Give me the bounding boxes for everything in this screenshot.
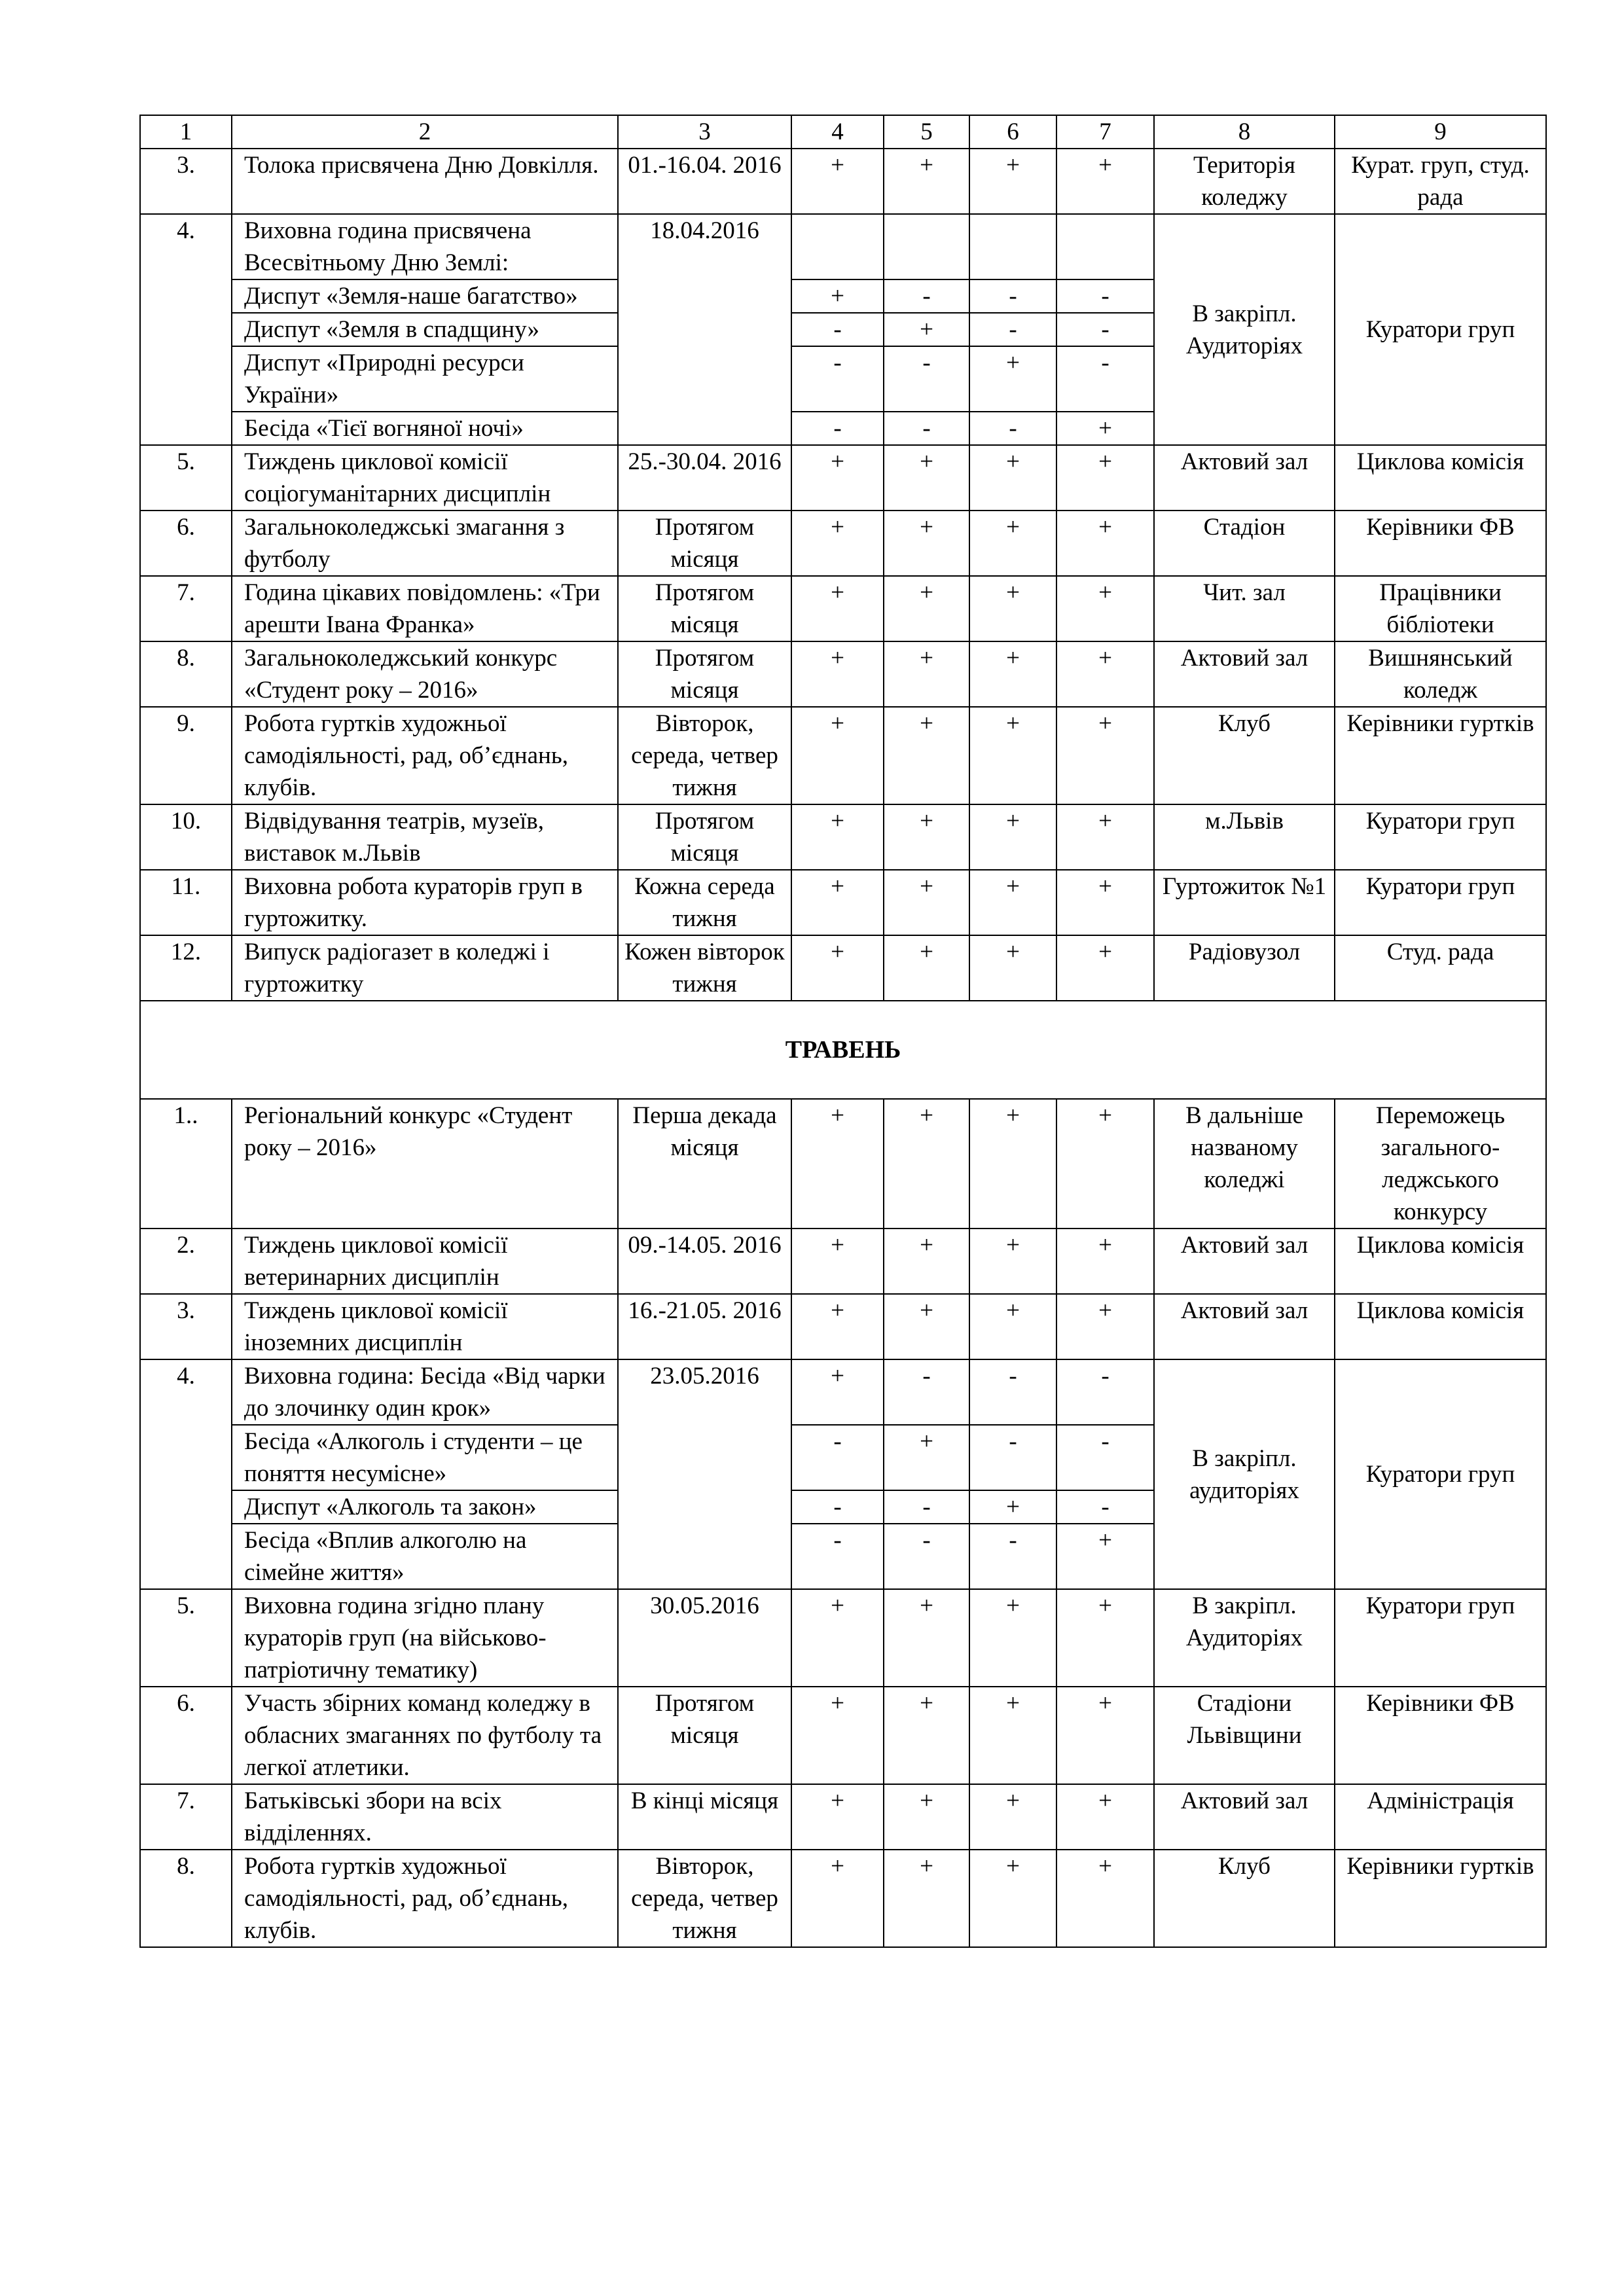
mark-cell: + (791, 1850, 884, 1947)
mark-cell: + (969, 1850, 1056, 1947)
event-name: Участь збірних команд коледжу в обласних змаганнях по футболу та легкої атлетики. (232, 1687, 618, 1784)
column-header: 9 (1335, 115, 1546, 149)
event-date: 01.-16.04. 2016 (618, 149, 791, 214)
event-place: Стадіони Львівщини (1154, 1687, 1335, 1784)
event-responsible: Керівники ФВ (1335, 511, 1546, 576)
event-name: Робота гуртків художньої самодіяльності, рад, об’єднань, клубів. (232, 707, 618, 804)
mark-cell: - (791, 1425, 884, 1490)
row-number: 7. (140, 1784, 232, 1850)
mark-cell (969, 214, 1056, 279)
event-responsible: Куратори груп (1335, 804, 1546, 870)
event-place: Гуртожиток №1 (1154, 870, 1335, 935)
mark-cell: + (884, 935, 969, 1001)
table-row (140, 935, 1546, 1001)
mark-cell: + (969, 935, 1056, 1001)
event-place: Актовий зал (1154, 641, 1335, 707)
event-responsible: Керівники гуртків (1335, 707, 1546, 804)
table-row (140, 804, 1546, 870)
event-name: Бесіда «Вплив алкоголю на сімейне життя» (232, 1524, 618, 1589)
mark-cell: + (1056, 870, 1154, 935)
event-name: Відвідування театрів, музеїв, виставок м.Львів (232, 804, 618, 870)
event-place: В закріпл. Аудиторіях (1154, 1589, 1335, 1687)
mark-cell: - (969, 279, 1056, 313)
row-number: 2. (140, 1229, 232, 1294)
mark-cell: + (791, 1784, 884, 1850)
mark-cell: + (791, 576, 884, 641)
table-row (140, 1784, 1546, 1850)
mark-cell: - (884, 279, 969, 313)
mark-cell: + (791, 870, 884, 935)
row-number: 4. (140, 214, 232, 445)
table-row (140, 1294, 1546, 1359)
row-number: 6. (140, 511, 232, 576)
event-name: Виховна година згідно плану кураторів груп (на військово-патріотичну тематику) (232, 1589, 618, 1687)
column-header: 8 (1154, 115, 1335, 149)
mark-cell: - (1056, 1359, 1154, 1425)
mark-cell: + (884, 1850, 969, 1947)
event-responsible: Переможець загального-леджського конкурсу (1335, 1099, 1546, 1229)
event-date: 18.04.2016 (618, 214, 791, 445)
mark-cell: + (791, 1687, 884, 1784)
event-name: Диспут «Земля в спадщину» (232, 313, 618, 346)
row-number: 5. (140, 1589, 232, 1687)
mark-cell: + (1056, 707, 1154, 804)
mark-cell: - (884, 412, 969, 445)
table-row (140, 576, 1546, 641)
mark-cell: + (791, 1099, 884, 1229)
mark-cell: + (969, 1589, 1056, 1687)
event-place: Радіовузол (1154, 935, 1335, 1001)
row-number: 9. (140, 707, 232, 804)
event-name: Батьківські збори на всіх відділеннях. (232, 1784, 618, 1850)
event-date: 30.05.2016 (618, 1589, 791, 1687)
row-number: 12. (140, 935, 232, 1001)
mark-cell (884, 214, 969, 279)
table-header-row (140, 115, 1546, 149)
mark-cell: + (791, 804, 884, 870)
event-responsible: Циклова комісія (1335, 1229, 1546, 1294)
mark-cell: + (791, 1229, 884, 1294)
row-number: 7. (140, 576, 232, 641)
event-responsible: Куратори груп (1335, 1359, 1546, 1589)
mark-cell: + (884, 1229, 969, 1294)
table-row (140, 1099, 1546, 1229)
mark-cell: + (1056, 1229, 1154, 1294)
column-header: 5 (884, 115, 969, 149)
event-date: Перша декада місяця (618, 1099, 791, 1229)
mark-cell: + (1056, 511, 1154, 576)
mark-cell: - (969, 1425, 1056, 1490)
mark-cell: + (969, 511, 1056, 576)
mark-cell: + (1056, 1524, 1154, 1589)
row-number: 5. (140, 445, 232, 511)
event-date: Протягом місяця (618, 511, 791, 576)
table-row (140, 1850, 1546, 1947)
mark-cell: + (884, 1294, 969, 1359)
event-place: В закріпл. Аудиторіях (1154, 214, 1335, 445)
event-place: Чит. зал (1154, 576, 1335, 641)
mark-cell: - (791, 1524, 884, 1589)
mark-cell (1056, 214, 1154, 279)
mark-cell: + (969, 1490, 1056, 1524)
event-responsible: Студ. рада (1335, 935, 1546, 1001)
mark-cell: - (1056, 1490, 1154, 1524)
event-date: Вівторок, середа, четвер тижня (618, 707, 791, 804)
mark-cell: + (969, 1229, 1056, 1294)
event-date: Вівторок, середа, четвер тижня (618, 1850, 791, 1947)
event-name: Виховна година присвячена Всесвітньому Дню Землі: (232, 214, 618, 279)
mark-cell: + (884, 445, 969, 511)
column-header: 3 (618, 115, 791, 149)
event-date: Кожна середа тижня (618, 870, 791, 935)
event-place: Стадіон (1154, 511, 1335, 576)
event-name: Диспут «Алкоголь та закон» (232, 1490, 618, 1524)
row-number: 11. (140, 870, 232, 935)
table-row (140, 445, 1546, 511)
table-row (140, 1229, 1546, 1294)
event-place: Територія коледжу (1154, 149, 1335, 214)
mark-cell: + (1056, 1784, 1154, 1850)
mark-cell: + (969, 641, 1056, 707)
event-date: 09.-14.05. 2016 (618, 1229, 791, 1294)
event-responsible: Керівники ФВ (1335, 1687, 1546, 1784)
table-row (140, 1687, 1546, 1784)
mark-cell: + (1056, 149, 1154, 214)
month-heading-row (140, 1001, 1546, 1099)
mark-cell: + (884, 804, 969, 870)
event-date: Протягом місяця (618, 641, 791, 707)
event-place: Актовий зал (1154, 1229, 1335, 1294)
event-responsible: Адміністрація (1335, 1784, 1546, 1850)
mark-cell: - (1056, 1425, 1154, 1490)
plan-table (139, 115, 1547, 1948)
row-number: 8. (140, 1850, 232, 1947)
mark-cell: - (969, 412, 1056, 445)
mark-cell: + (884, 641, 969, 707)
event-date: Кожен вівторок тижня (618, 935, 791, 1001)
event-responsible: Куратори груп (1335, 1589, 1546, 1687)
column-header: 4 (791, 115, 884, 149)
event-name: Бесіда «Тієї вогняної ночі» (232, 412, 618, 445)
mark-cell: - (791, 412, 884, 445)
mark-cell: - (884, 346, 969, 412)
event-name: Диспут «Природні ресурси України» (232, 346, 618, 412)
mark-cell: + (969, 804, 1056, 870)
event-date: 25.-30.04. 2016 (618, 445, 791, 511)
mark-cell: - (969, 313, 1056, 346)
event-name: Випуск радіогазет в коледжі і гуртожитку (232, 935, 618, 1001)
mark-cell: + (969, 1687, 1056, 1784)
row-number: 6. (140, 1687, 232, 1784)
table-row (140, 707, 1546, 804)
mark-cell: + (969, 149, 1056, 214)
event-name: Загальноколеджські змагання з футболу (232, 511, 618, 576)
row-number: 3. (140, 1294, 232, 1359)
mark-cell: + (791, 445, 884, 511)
mark-cell: + (969, 576, 1056, 641)
table-row (140, 641, 1546, 707)
mark-cell: - (1056, 313, 1154, 346)
mark-cell: + (884, 313, 969, 346)
mark-cell: + (1056, 576, 1154, 641)
row-number: 10. (140, 804, 232, 870)
mark-cell (791, 214, 884, 279)
column-header: 6 (969, 115, 1056, 149)
event-name: Година цікавих повідомлень: «Три арешти Івана Франка» (232, 576, 618, 641)
mark-cell: + (791, 935, 884, 1001)
event-date: В кінці місяця (618, 1784, 791, 1850)
row-number: 1.. (140, 1099, 232, 1229)
event-name: Толока присвячена Дню Довкілля. (232, 149, 618, 214)
mark-cell: + (884, 576, 969, 641)
event-date: Протягом місяця (618, 1687, 791, 1784)
mark-cell: + (884, 1784, 969, 1850)
event-name: Виховна робота кураторів груп в гуртожитку. (232, 870, 618, 935)
mark-cell: - (791, 346, 884, 412)
mark-cell: + (791, 1294, 884, 1359)
event-name: Тиждень циклової комісії соціогуманітарних дисциплін (232, 445, 618, 511)
event-place: Клуб (1154, 1850, 1335, 1947)
row-number: 8. (140, 641, 232, 707)
mark-cell: + (969, 1294, 1056, 1359)
row-number: 4. (140, 1359, 232, 1589)
event-name: Тиждень циклової комісії іноземних дисциплін (232, 1294, 618, 1359)
mark-cell: + (1056, 1850, 1154, 1947)
mark-cell: + (969, 707, 1056, 804)
event-name: Загальноколеджський конкурс «Студент року – 2016» (232, 641, 618, 707)
event-place: Актовий зал (1154, 445, 1335, 511)
event-date: 23.05.2016 (618, 1359, 791, 1589)
event-place: Актовий зал (1154, 1294, 1335, 1359)
month-title: ТРАВЕНЬ (140, 1001, 1546, 1099)
column-header: 1 (140, 115, 232, 149)
mark-cell: + (884, 1099, 969, 1229)
column-header: 2 (232, 115, 618, 149)
event-date: Протягом місяця (618, 804, 791, 870)
mark-cell: + (884, 1589, 969, 1687)
event-responsible: Вишнянський коледж (1335, 641, 1546, 707)
row-number: 3. (140, 149, 232, 214)
column-header: 7 (1056, 115, 1154, 149)
mark-cell: + (1056, 935, 1154, 1001)
mark-cell: + (1056, 641, 1154, 707)
mark-cell: + (884, 511, 969, 576)
event-responsible: Куратори груп (1335, 870, 1546, 935)
mark-cell: + (791, 149, 884, 214)
event-name: Робота гуртків художньої самодіяльності, рад, об’єднань, клубів. (232, 1850, 618, 1947)
mark-cell: - (884, 1359, 969, 1425)
mark-cell: + (884, 707, 969, 804)
mark-cell: + (969, 1099, 1056, 1229)
table-row (140, 1359, 1546, 1425)
event-place: Актовий зал (1154, 1784, 1335, 1850)
table-row (140, 149, 1546, 214)
mark-cell: + (791, 641, 884, 707)
mark-cell: + (969, 445, 1056, 511)
event-name: Виховна година: Бесіда «Від чарки до злочинку один крок» (232, 1359, 618, 1425)
event-responsible: Керівники гуртків (1335, 1850, 1546, 1947)
event-place: В закріпл. аудиторіях (1154, 1359, 1335, 1589)
mark-cell: - (969, 1359, 1056, 1425)
mark-cell: + (791, 1359, 884, 1425)
mark-cell: + (1056, 1294, 1154, 1359)
mark-cell: + (1056, 1687, 1154, 1784)
table-row (140, 214, 1546, 279)
event-responsible: Працівники бібліотеки (1335, 576, 1546, 641)
event-place: м.Львів (1154, 804, 1335, 870)
event-responsible: Курат. груп, студ. рада (1335, 149, 1546, 214)
table-row (140, 1589, 1546, 1687)
mark-cell: + (884, 149, 969, 214)
mark-cell: + (884, 1687, 969, 1784)
event-name: Бесіда «Алкоголь і студенти – це поняття несумісне» (232, 1425, 618, 1490)
event-place: Клуб (1154, 707, 1335, 804)
event-responsible: Куратори груп (1335, 214, 1546, 445)
event-name: Тиждень циклової комісії ветеринарних дисциплін (232, 1229, 618, 1294)
mark-cell: + (884, 1425, 969, 1490)
mark-cell: + (969, 870, 1056, 935)
mark-cell: + (969, 346, 1056, 412)
mark-cell: + (791, 279, 884, 313)
event-date: 16.-21.05. 2016 (618, 1294, 791, 1359)
mark-cell: + (1056, 804, 1154, 870)
mark-cell: - (1056, 279, 1154, 313)
mark-cell: + (1056, 1589, 1154, 1687)
event-responsible: Циклова комісія (1335, 1294, 1546, 1359)
event-date: Протягом місяця (618, 576, 791, 641)
event-name: Регіональний конкурс «Студент року – 2016» (232, 1099, 618, 1229)
mark-cell: + (1056, 1099, 1154, 1229)
mark-cell: + (884, 870, 969, 935)
mark-cell: + (1056, 412, 1154, 445)
event-responsible: Циклова комісія (1335, 445, 1546, 511)
mark-cell: + (1056, 445, 1154, 511)
mark-cell: - (884, 1524, 969, 1589)
mark-cell: - (1056, 346, 1154, 412)
mark-cell: - (791, 313, 884, 346)
mark-cell: - (884, 1490, 969, 1524)
table-row (140, 511, 1546, 576)
table-row (140, 870, 1546, 935)
mark-cell: + (969, 1784, 1056, 1850)
mark-cell: - (791, 1490, 884, 1524)
mark-cell: + (791, 511, 884, 576)
event-place: В дальніше названому коледжі (1154, 1099, 1335, 1229)
mark-cell: - (969, 1524, 1056, 1589)
mark-cell: + (791, 707, 884, 804)
event-name: Диспут «Земля-наше багатство» (232, 279, 618, 313)
mark-cell: + (791, 1589, 884, 1687)
